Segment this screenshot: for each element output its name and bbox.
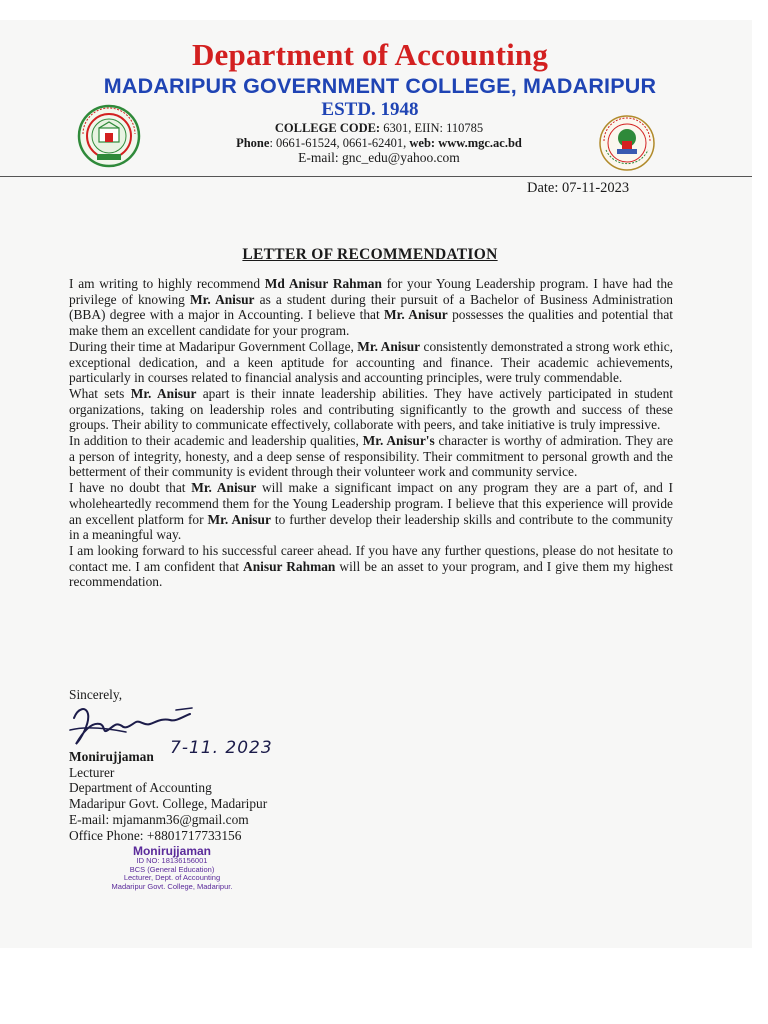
paragraph-2 <box>69 339 673 386</box>
stamp-name: Monirujjaman <box>132 844 211 858</box>
p1-text-g: possesses the qualities and potential that make them an excellent candidate for your program. <box>69 307 674 339</box>
p4-text-c: character is worthy of admiration. They are a person of integrity, honesty, and a deep sense of responsibility. Their commitment to personal growth and the betterment of their community is evident through their volunteer work and community service. <box>69 433 674 480</box>
college-seal-logo <box>77 104 141 168</box>
p2-text-c: consistently demonstrated a strong work ethic, exceptional dedication, and a keen aptitude for accounting and finance. Their academic achievements, particularly in courses related to financial analysis and accounting principles, were truly commendable. <box>69 338 673 386</box>
signature-date: 7-11. 2023 <box>170 738 273 758</box>
paragraph-5 <box>69 480 673 543</box>
college-emblem-logo <box>598 114 656 172</box>
closing: Sincerely, <box>69 687 123 702</box>
p5-text-a: I have no doubt that <box>69 480 192 496</box>
web-label: web: <box>409 136 436 150</box>
letter-heading: LETTER OF RECOMMENDATION <box>242 246 498 263</box>
web-value: www.mgc.ac.bd <box>438 136 522 150</box>
college-code-value: 6301, EIIN: 110785 <box>383 121 484 135</box>
p1-text-a: I am writing to highly recommend <box>69 276 265 291</box>
signer-phone: Office Phone: +8801717733156 <box>69 827 242 843</box>
paragraph-4 <box>69 433 673 480</box>
department-title: Department of Accounting <box>191 37 549 72</box>
p5-text-c: will make a significant impact on any program they are a part of, and I wholeheartedly recommend them for the Young Leadership program. I believe that this experience will provide an excellent platform for <box>69 480 674 527</box>
candidate-short-name: Mr. Anisur <box>357 338 421 354</box>
candidate-short-name: Mr. Anisur <box>191 480 257 496</box>
p6-text-c: will be an asset to your program, and I give them my highest recommendation. <box>69 558 674 590</box>
letter-body <box>69 276 673 590</box>
paragraph-1 <box>69 276 673 339</box>
p3-text-c: apart is their innate leadership abilities. They have actively participated in student organizations, taking on leadership roles and contributing significantly to the growth and success of these groups. Their ability to communicate effectively, collaborate with peers, and take initiative is truly impressive. <box>69 385 674 433</box>
candidate-short-name: Mr. Anisur <box>207 511 271 527</box>
p1-text-c: for your Young Leadership program. I have had the privilege of knowing <box>69 276 673 307</box>
established-year: ESTD. 1948 <box>321 99 419 120</box>
header-divider <box>0 176 752 177</box>
stamp-bcs: BCS (General Education) <box>129 864 215 874</box>
p3-text-a: What sets <box>69 385 131 401</box>
paragraph-6 <box>69 543 673 590</box>
signer-college: Madaripur Govt. College, Madaripur <box>69 796 268 812</box>
p6-text-a: I am looking forward to his successful career ahead. If you have any further questions, please do not hesitate to contact me. I am confident that <box>69 542 673 574</box>
stamp-college: Madaripur Govt. College, Madaripur. <box>111 881 233 891</box>
candidate-name: Anisur Rahman <box>243 558 336 574</box>
p5-text-e: to further develop their leadership skills and contribute to the community in a meaningful way. <box>69 511 673 543</box>
p1-text-e: as a student during their pursuit of a Bachelor of Business Administration (BBA) degree with a major in Accounting. I believe that <box>69 291 673 323</box>
stamp-id: ID NO: 18136156001 <box>136 856 208 865</box>
candidate-short-name: Mr. Anisur <box>130 385 197 401</box>
candidate-short-name: Mr. Anisur <box>189 291 255 307</box>
signer-email: E-mail: mjamanm36@gmail.com <box>69 811 249 827</box>
signer-title: Lecturer <box>69 764 115 780</box>
signer-block <box>69 749 267 843</box>
phone-value: : 0661-61524, 0661-62401, <box>269 136 407 150</box>
candidate-name: Md Anisur Rahman <box>264 276 382 291</box>
phone-label: Phone <box>236 136 270 150</box>
college-code-label: COLLEGE CODE: <box>274 121 381 135</box>
college-email-line: E-mail: gnc_edu@yahoo.com <box>298 150 460 165</box>
candidate-short-name: Mr. Anisur's <box>362 433 435 449</box>
letter-date: Date: 07-11-2023 <box>527 180 630 196</box>
college-name: MADARIPUR GOVERNMENT COLLEGE, MADARIPUR <box>103 74 657 98</box>
stamp-role: Lecturer, Dept. of Accounting <box>123 873 221 883</box>
paragraph-3 <box>69 386 673 433</box>
official-stamp <box>88 845 256 891</box>
signer-department: Department of Accounting <box>69 780 212 796</box>
p2-text-a: During their time at Madaripur Government Collage, <box>69 338 358 354</box>
signer-name: Monirujjaman <box>69 749 154 764</box>
candidate-short-name: Mr. Anisur <box>384 307 448 323</box>
p4-text-a: In addition to their academic and leadership qualities, <box>69 433 363 449</box>
